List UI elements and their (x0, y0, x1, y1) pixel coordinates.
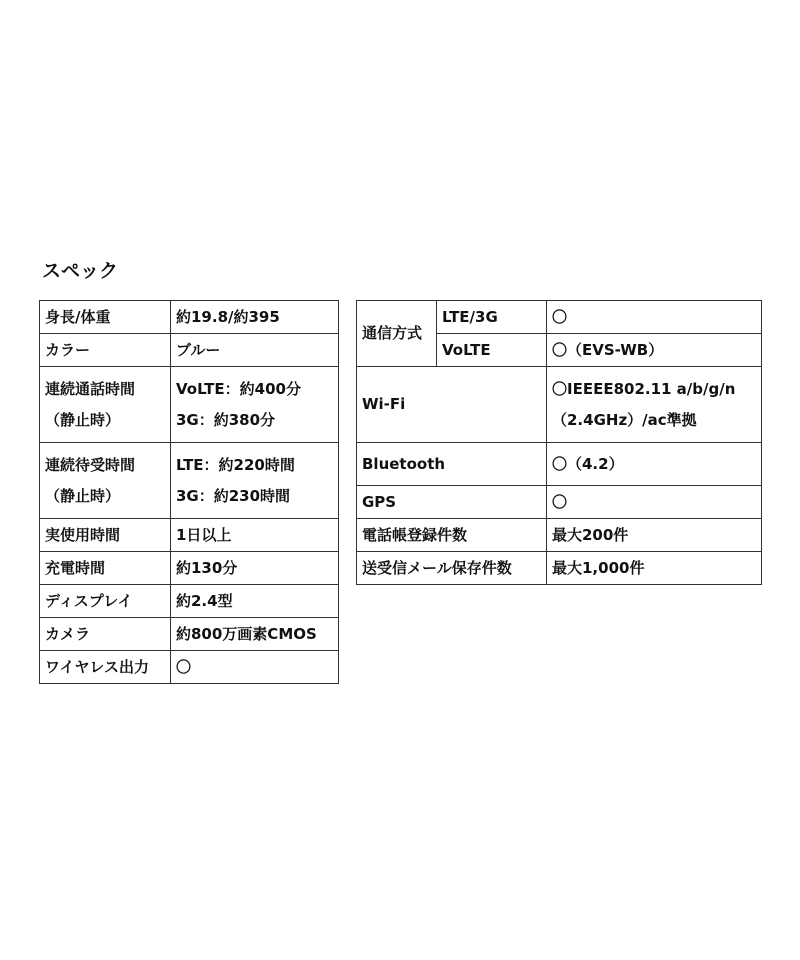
spec-value (171, 519, 339, 552)
spec-value-line: 〇 (176, 657, 192, 676)
spec-row (40, 301, 339, 334)
spec-label: Wi-Fi (357, 367, 547, 443)
spec-value-line: （2.4GHz）/ac準拠 (552, 410, 697, 429)
spec-value (171, 552, 339, 585)
spec-row (357, 367, 762, 443)
spec-value (547, 367, 762, 443)
spec-label-line: 連続待受時間 (45, 455, 136, 474)
spec-row (40, 334, 339, 367)
spec-value-line: 3G：約380分 (176, 410, 276, 429)
spec-value-line: 〇（4.2） (552, 454, 624, 473)
spec-value-line: 約2.4型 (176, 591, 233, 610)
spec-row (40, 552, 339, 585)
spec-row (40, 585, 339, 618)
spec-value (171, 443, 339, 519)
spec-value-line: 約19.8/約395 (176, 307, 280, 326)
spec-label-line: （静止時） (45, 410, 121, 429)
spec-value (547, 519, 762, 552)
spec-label: 電話帳登録件数 (357, 519, 547, 552)
spec-label-line: カメラ (45, 624, 91, 643)
spec-label (40, 443, 171, 519)
spec-label (40, 334, 171, 367)
spec-row (357, 486, 762, 519)
spec-row (40, 519, 339, 552)
spec-label-line: ディスプレイ (45, 591, 133, 610)
spec-value (171, 585, 339, 618)
spec-value-line: 約130分 (176, 558, 238, 577)
spec-label-line: （静止時） (45, 486, 121, 505)
spec-value-line: 約800万画素CMOS (176, 624, 317, 643)
spec-label-line: 実使用時間 (45, 525, 121, 544)
spec-label-line: ワイヤレス出力 (45, 657, 149, 676)
spec-label: GPS (357, 486, 547, 519)
spec-value-line: ブルー (176, 340, 221, 359)
spec-table-left (39, 300, 339, 684)
page-title: スペック (42, 260, 119, 282)
spec-value (547, 552, 762, 585)
spec-value (171, 651, 339, 684)
spec-row (40, 443, 339, 519)
spec-label (40, 519, 171, 552)
spec-label: Bluetooth (357, 443, 547, 486)
spec-label: 送受信メール保存件数 (357, 552, 547, 585)
spec-label (40, 585, 171, 618)
spec-row (357, 301, 762, 334)
spec-label: 通信方式 (357, 301, 437, 367)
spec-value (547, 443, 762, 486)
spec-sublabel: LTE/3G (437, 301, 547, 334)
spec-value-line: 1日以上 (176, 525, 232, 544)
spec-value-line: 最大1,000件 (552, 558, 645, 577)
spec-row (357, 443, 762, 486)
spec-value (171, 618, 339, 651)
spec-value (547, 486, 762, 519)
spec-sublabel: VoLTE (437, 334, 547, 367)
spec-row (40, 618, 339, 651)
spec-value-line: 〇 (552, 492, 568, 511)
spec-label-line: カラー (45, 340, 91, 359)
spec-value-line: LTE：約220時間 (176, 455, 295, 474)
spec-label (40, 618, 171, 651)
spec-table-right (356, 300, 762, 585)
spec-value: 〇（EVS-WB） (547, 334, 762, 367)
spec-label (40, 651, 171, 684)
spec-value: 〇 (547, 301, 762, 334)
spec-label (40, 552, 171, 585)
spec-label-line: 身長/体重 (45, 307, 111, 326)
spec-label-line: 充電時間 (45, 558, 106, 577)
spec-row (40, 367, 339, 443)
spec-label (40, 301, 171, 334)
spec-value-line: 最大200件 (552, 525, 629, 544)
spec-value-line: 〇IEEEE802.11 a/b/g/n (552, 379, 736, 398)
spec-row (357, 519, 762, 552)
spec-value (171, 301, 339, 334)
spec-value (171, 367, 339, 443)
spec-label (40, 367, 171, 443)
spec-row (40, 651, 339, 684)
spec-value (171, 334, 339, 367)
spec-row (357, 552, 762, 585)
spec-value-line: 3G：約230時間 (176, 486, 291, 505)
spec-value-line: VoLTE：約400分 (176, 379, 301, 398)
spec-label-line: 連続通話時間 (45, 379, 136, 398)
